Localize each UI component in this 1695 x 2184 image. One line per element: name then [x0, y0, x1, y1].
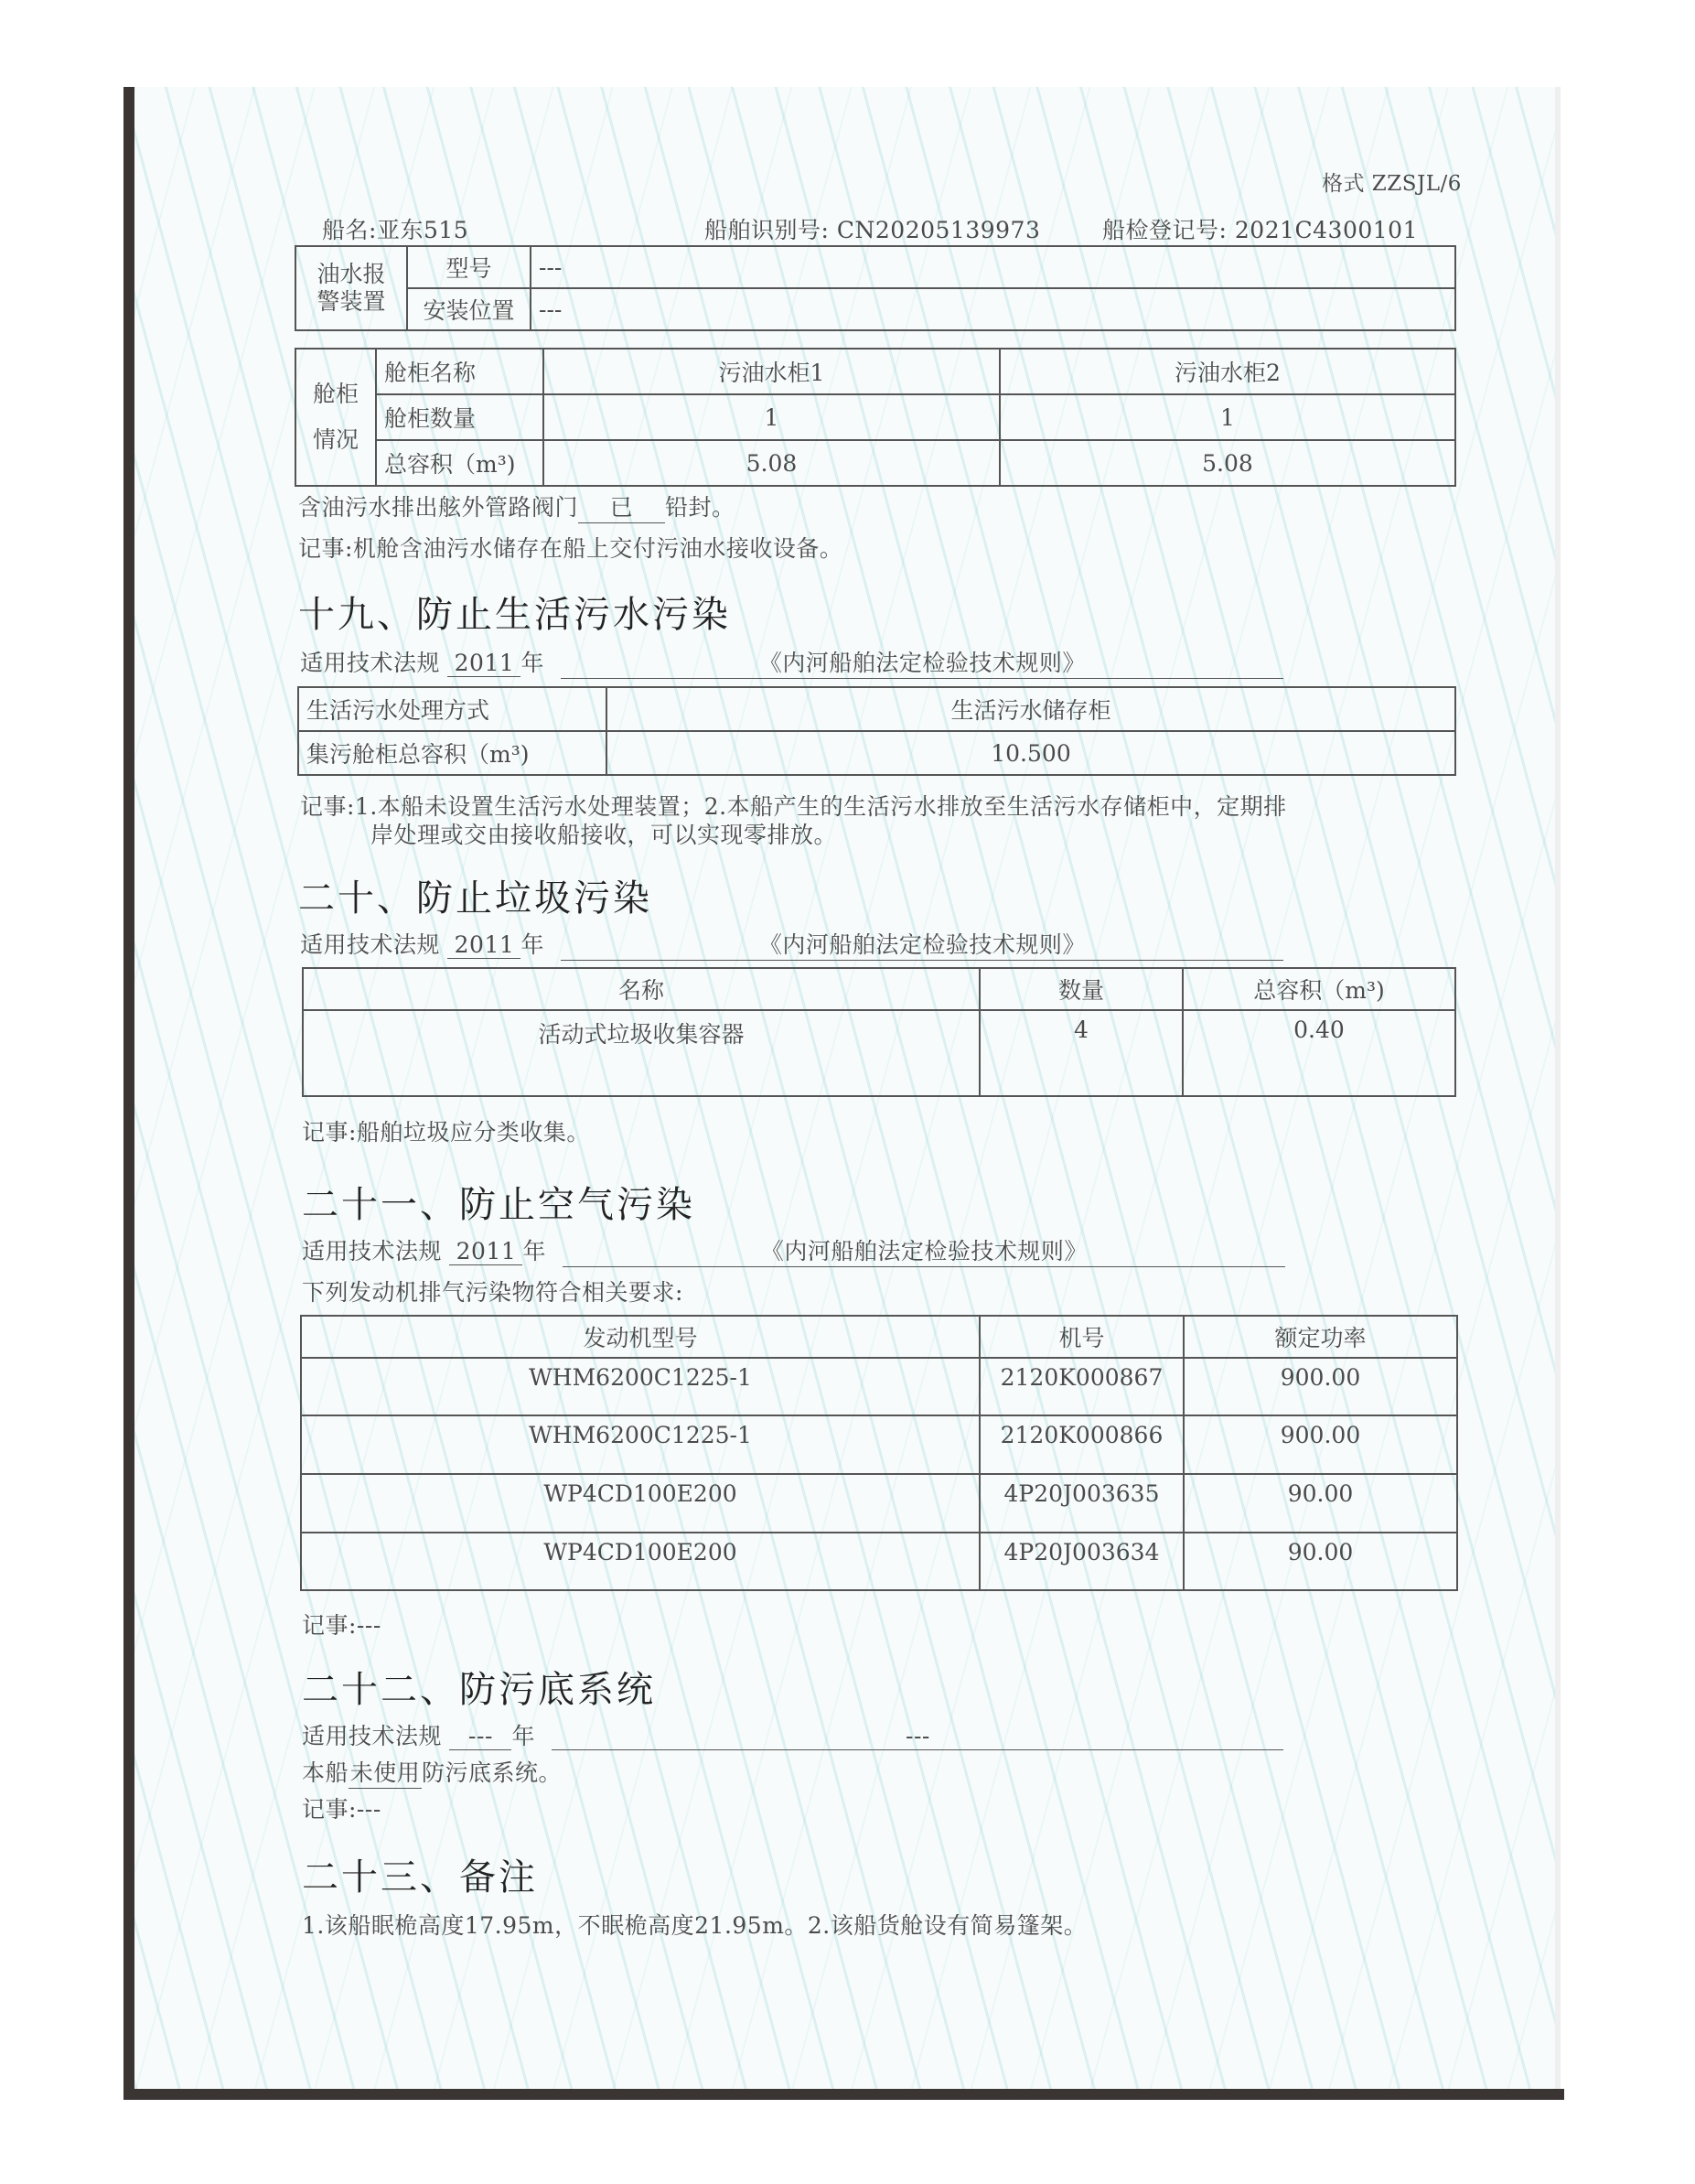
sewage-table: [297, 686, 1456, 776]
scan-edge-bottom: [123, 2089, 1564, 2100]
engine-2-model: WHM6200C1225-1: [301, 1415, 980, 1474]
engine-2-power: 900.00: [1184, 1415, 1457, 1474]
engine-1-model: WHM6200C1225-1: [301, 1358, 980, 1415]
sec21-reg-line: [302, 1233, 1285, 1267]
ship-reg-label: 船检登记号:: [1102, 217, 1228, 243]
sec20-heading: 二十、防止垃圾污染: [298, 877, 652, 920]
sec22-year-unit: 年: [511, 1723, 535, 1749]
tank-2-volume: 5.08: [1000, 440, 1455, 486]
ship-id-line: [704, 212, 1040, 245]
engine-4-power: 90.00: [1184, 1533, 1457, 1590]
scan-edge-right: [1555, 87, 1561, 2095]
sec20-year: 2011: [447, 931, 520, 959]
engine-4-serial: 4P20J003634: [980, 1533, 1184, 1590]
sec19-heading: 十九、防止生活污水污染: [298, 594, 731, 636]
garbage-header-name: 名称: [303, 968, 980, 1010]
engine-4-model: WP4CD100E200: [301, 1533, 980, 1590]
sec22-usage: [302, 1755, 562, 1789]
sec19-note-line1: 记事:1.本船未设置生活污水处理装置；2.本船产生的生活污水排放至生活污水存储柜中，定期排: [300, 793, 1287, 820]
sec22-usage-value: 未使用: [349, 1755, 422, 1789]
engine-1-power: 900.00: [1184, 1358, 1457, 1415]
sec19-reg-name: 《内河船舶法定检验技术规则》: [561, 645, 1283, 679]
alarm-location-value: ---: [531, 288, 1455, 330]
sec20-reg-label: 适用技术法规: [300, 931, 441, 958]
engine-header-power: 额定功率: [1184, 1316, 1457, 1358]
ship-reg: 2021C4300101: [1234, 217, 1418, 243]
valve-statement: [298, 490, 735, 523]
sec21-intro: 下列发动机排气污染物符合相关要求:: [302, 1279, 683, 1306]
valve-suffix: 铅封。: [665, 494, 735, 521]
garbage-header-count: 数量: [980, 968, 1183, 1010]
ship-id: CN20205139973: [836, 217, 1041, 243]
engine-3-serial: 4P20J003635: [980, 1474, 1184, 1533]
garbage-item-volume: 0.40: [1183, 1010, 1455, 1096]
sec23-heading: 二十三、备注: [302, 1856, 538, 1899]
valve-prefix: 含油污水排出舷外管路阀门: [298, 494, 579, 521]
sec19-note-line2: 岸处理或交由接收船接收，可以实现零排放。: [370, 822, 838, 848]
ship-name-label: 船名:: [322, 217, 377, 243]
format-code: 格式 ZZSJL/6: [1322, 172, 1462, 196]
engine-3-model: WP4CD100E200: [301, 1474, 980, 1533]
tank-2-count: 1: [1000, 394, 1455, 440]
sec20-year-unit: 年: [520, 931, 544, 958]
alarm-model-value: ---: [531, 246, 1455, 288]
ship-id-label: 船舶识别号:: [704, 217, 830, 243]
alarm-group-label: 油水报警装置: [295, 246, 407, 330]
table-row: [301, 1533, 1457, 1590]
tank-1-count: 1: [543, 394, 1000, 440]
table-row: [303, 1010, 1455, 1096]
sec22-heading: 二十二、防污底系统: [302, 1669, 656, 1711]
sewage-volume-value: 10.500: [606, 731, 1455, 775]
sec20-reg-name: 《内河船舶法定检验技术规则》: [561, 927, 1283, 961]
sec19-year: 2011: [447, 650, 520, 677]
engine-2-serial: 2120K000866: [980, 1415, 1184, 1474]
sec23-remarks: 1.该船眠桅高度17.95m，不眠桅高度21.95m。2.该船货舱设有简易篷架。: [302, 1912, 1088, 1939]
oil-note: 记事:机舱含油污水储存在船上交付污油水接收设备。: [298, 535, 843, 562]
tank-volume-label: 总容积（m³): [376, 440, 543, 486]
sec21-heading: 二十一、防止空气污染: [302, 1184, 695, 1226]
sec22-reg-line: [302, 1718, 1283, 1751]
tank-2-name: 污油水柜2: [1000, 349, 1455, 394]
sec20-reg-line: [300, 927, 1283, 961]
tank-1-name: 污油水柜1: [543, 349, 1000, 394]
valve-status: 已: [578, 490, 665, 523]
ship-name-line: [322, 212, 468, 245]
ship-name: 亚东515: [376, 217, 469, 243]
engine-1-serial: 2120K000867: [980, 1358, 1184, 1415]
tanks-group-label: 舱柜情况: [295, 349, 376, 486]
sec21-year: 2011: [449, 1238, 522, 1265]
garbage-table: [302, 967, 1456, 1097]
table-row: [301, 1415, 1457, 1474]
sewage-method-value: 生活污水储存柜: [606, 687, 1455, 731]
sec21-note: 记事:---: [302, 1612, 381, 1639]
tank-name-label: 舱柜名称: [376, 349, 543, 394]
sec19-year-unit: 年: [520, 650, 544, 676]
scan-edge-left: [123, 87, 134, 2095]
tank-1-volume: 5.08: [543, 440, 1000, 486]
sec19-reg-line: [300, 645, 1283, 679]
engine-table: [300, 1315, 1458, 1591]
sec22-year: ---: [449, 1723, 511, 1750]
sec19-reg-label: 适用技术法规: [300, 650, 441, 676]
table-row: [301, 1358, 1457, 1415]
sec22-note: 记事:---: [302, 1796, 381, 1823]
sec21-reg-name: 《内河船舶法定检验技术规则》: [563, 1233, 1285, 1267]
tanks-table: [295, 348, 1456, 487]
garbage-item-name: 活动式垃圾收集容器: [303, 1010, 980, 1096]
sec21-year-unit: 年: [522, 1238, 546, 1264]
sec22-reg-name: ---: [552, 1723, 1283, 1750]
sec22-usage-suffix: 防污底系统。: [422, 1759, 563, 1786]
sewage-volume-label: 集污舱柜总容积（m³): [298, 731, 606, 775]
sec21-reg-label: 适用技术法规: [302, 1238, 443, 1264]
alarm-location-label: 安装位置: [407, 288, 531, 330]
sec20-note: 记事:船舶垃圾应分类收集。: [302, 1119, 590, 1146]
engine-header-serial: 机号: [980, 1316, 1184, 1358]
sec22-reg-label: 适用技术法规: [302, 1723, 443, 1749]
engine-3-power: 90.00: [1184, 1474, 1457, 1533]
sec22-usage-prefix: 本船: [302, 1759, 349, 1786]
tank-count-label: 舱柜数量: [376, 394, 543, 440]
engine-header-model: 发动机型号: [301, 1316, 980, 1358]
table-row: [301, 1474, 1457, 1533]
ship-reg-line: [1102, 212, 1418, 245]
sewage-method-label: 生活污水处理方式: [298, 687, 606, 731]
garbage-item-count: 4: [980, 1010, 1183, 1096]
alarm-model-label: 型号: [407, 246, 531, 288]
garbage-header-volume: 总容积（m³): [1183, 968, 1455, 1010]
oil-alarm-table: [295, 245, 1456, 331]
